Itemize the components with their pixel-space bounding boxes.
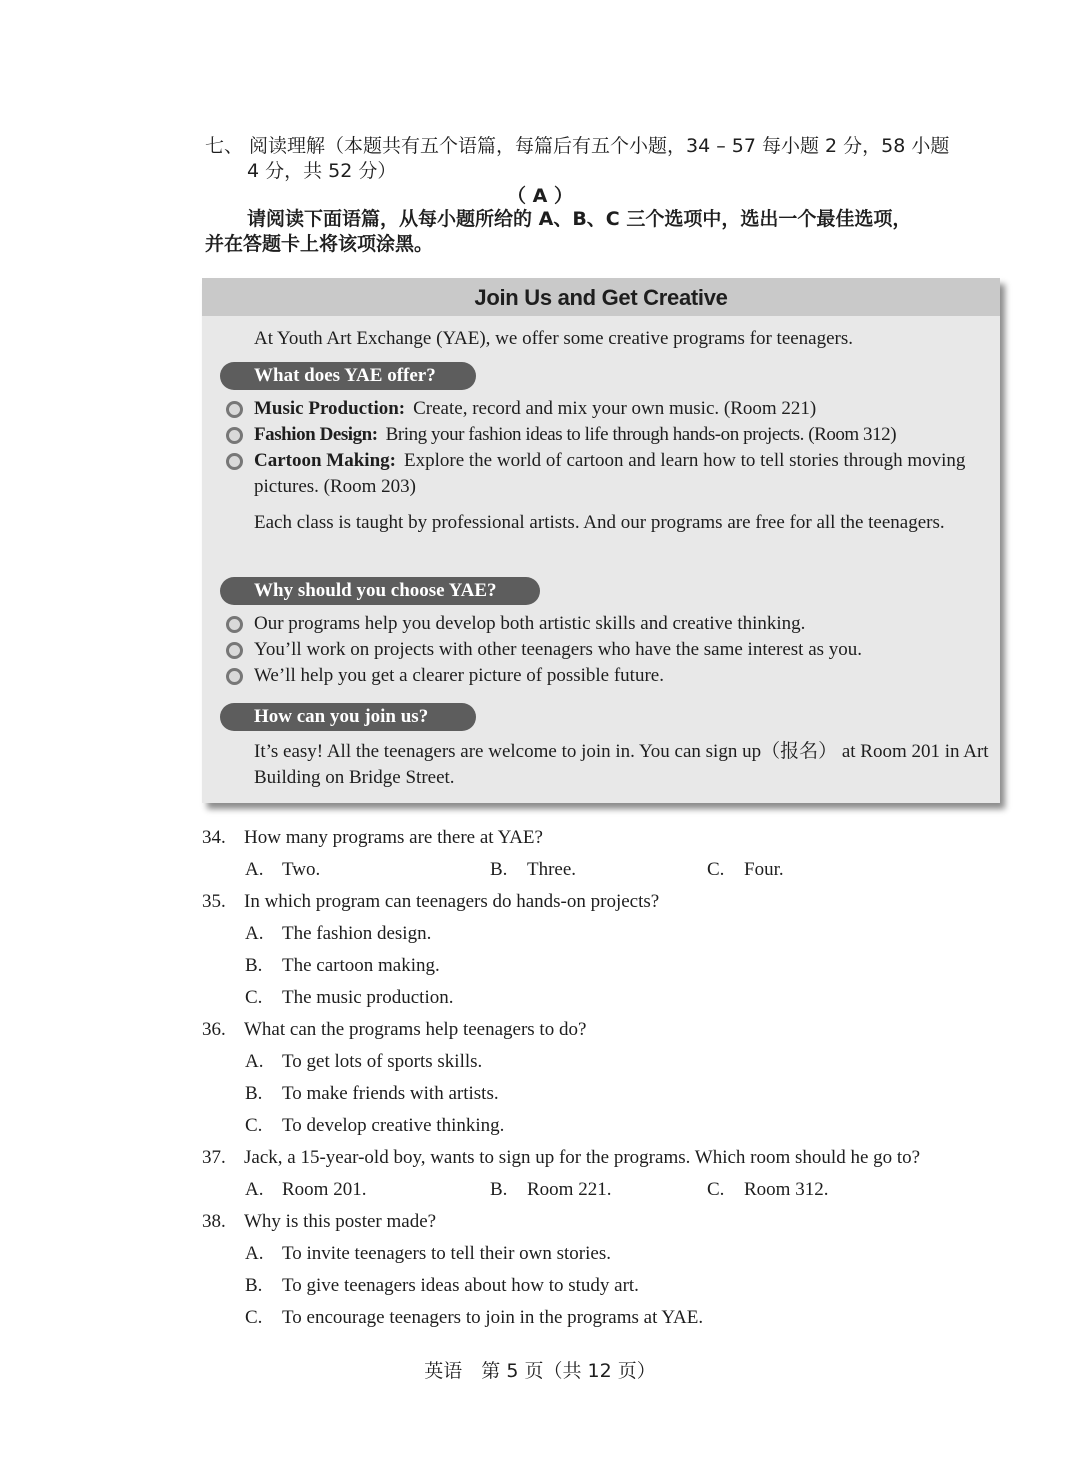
page-footer: 英语 第 5 页（共 12 页） — [424, 1360, 656, 1382]
instruction-line1: 请阅读下面语篇，从每小题所给的 A、B、C 三个选项中，选出一个最佳选项， — [247, 208, 912, 230]
question-text: Why is this poster made? — [244, 1211, 437, 1232]
option-36-a — [245, 1049, 482, 1075]
bullet-icon — [226, 401, 243, 418]
option-37-b — [490, 1177, 611, 1203]
question-34 — [202, 825, 543, 851]
option-letter: B. — [245, 1275, 263, 1296]
option-38-b — [245, 1273, 639, 1299]
option-text: To make friends with artists. — [282, 1083, 499, 1104]
program-name: Fashion Design: — [254, 424, 378, 445]
program-name: Music Production: — [254, 398, 406, 419]
bullet-icon — [226, 427, 243, 444]
option-35-b — [245, 953, 440, 979]
option-text: To develop creative thinking. — [282, 1115, 505, 1136]
option-34-b — [490, 857, 576, 883]
bullet-icon — [226, 642, 243, 659]
why-heading-pill: Why should you choose YAE? — [220, 577, 540, 605]
option-38-a — [245, 1241, 611, 1267]
option-36-c — [245, 1113, 504, 1139]
option-letter: A. — [245, 923, 264, 944]
question-text: Jack, a 15-year-old boy, wants to sign up for the programs. Which room should he go to? — [244, 1147, 921, 1168]
option-letter: C. — [245, 1307, 263, 1328]
option-letter: C. — [707, 859, 725, 880]
bullet-icon — [226, 616, 243, 633]
option-37-c — [707, 1177, 828, 1203]
question-text: In which program can teenagers do hands-on projects? — [244, 891, 660, 912]
option-36-b — [245, 1081, 499, 1107]
option-text: The cartoon making. — [282, 955, 440, 976]
option-text: Room 312. — [744, 1179, 829, 1200]
option-text: To encourage teenagers to join in the programs at YAE. — [282, 1307, 704, 1328]
option-letter: A. — [245, 1051, 264, 1072]
option-text: To invite teenagers to tell their own stories. — [282, 1243, 611, 1264]
program-desc: Explore the world of cartoon and learn how to tell stories through moving pictures. (Room 203) — [254, 450, 966, 497]
question-number: 35. — [202, 891, 226, 912]
question-37 — [202, 1145, 920, 1171]
option-letter: C. — [707, 1179, 725, 1200]
option-text: To give teenagers ideas about how to study art. — [282, 1275, 639, 1296]
option-letter: A. — [245, 1243, 264, 1264]
reason-text: We’ll help you get a clearer picture of possible future. — [254, 665, 664, 686]
question-number: 34. — [202, 827, 226, 848]
option-text: The music production. — [282, 987, 454, 1008]
question-text: What can the programs help teenagers to do? — [244, 1019, 587, 1040]
option-letter: B. — [490, 859, 508, 880]
option-letter: A. — [245, 859, 264, 880]
section-heading-line2: 4 分，共 52 分） — [247, 160, 397, 182]
option-37-a — [245, 1177, 366, 1203]
bullet-icon — [226, 668, 243, 685]
class-note: Each class is taught by professional artists. And our programs are free for all the teenagers. — [254, 512, 945, 533]
section-heading-line1: 七、 阅读理解（本题共有五个语篇，每篇后有五个小题，34 – 57 每小题 2 分，58 小题 — [205, 135, 950, 157]
reason-text: Our programs help you develop both artistic skills and creative thinking. — [254, 613, 806, 634]
question-number: 36. — [202, 1019, 226, 1040]
option-34-a — [245, 857, 320, 883]
option-text: Three. — [527, 859, 577, 880]
poster — [202, 278, 1000, 803]
option-letter: A. — [245, 1179, 264, 1200]
question-text: How many programs are there at YAE? — [244, 827, 543, 848]
question-38 — [202, 1209, 436, 1235]
bullet-icon — [226, 453, 243, 470]
poster-intro: At Youth Art Exchange (YAE), we offer some creative programs for teenagers. — [254, 328, 854, 349]
option-38-c — [245, 1305, 703, 1331]
question-36 — [202, 1017, 586, 1043]
option-text: Room 221. — [527, 1179, 612, 1200]
option-letter: B. — [245, 1083, 263, 1104]
option-text: Room 201. — [282, 1179, 367, 1200]
question-number: 38. — [202, 1211, 226, 1232]
question-35 — [202, 889, 659, 915]
option-35-a — [245, 921, 431, 947]
instruction — [205, 207, 1005, 257]
option-letter: B. — [490, 1179, 508, 1200]
option-35-c — [245, 985, 454, 1011]
reason-text: You’ll work on projects with other teenagers who have the same interest as you. — [254, 639, 863, 660]
option-34-c — [707, 857, 784, 883]
section-heading — [205, 134, 1005, 184]
option-letter: C. — [245, 987, 263, 1008]
poster-title: Join Us and Get Creative — [202, 278, 1000, 316]
program-desc: Create, record and mix your own music. (Room 221) — [413, 398, 817, 419]
passage-label: （ A ） — [507, 185, 573, 207]
program-desc: Bring your fashion ideas to life through hands-on projects. (Room 312) — [385, 424, 897, 445]
option-letter: B. — [245, 955, 263, 976]
option-letter: C. — [245, 1115, 263, 1136]
option-text: Four. — [744, 859, 784, 880]
option-text: The fashion design. — [282, 923, 432, 944]
offer-heading-pill: What does YAE offer? — [220, 362, 476, 390]
option-text: To get lots of sports skills. — [282, 1051, 483, 1072]
question-number: 37. — [202, 1147, 226, 1168]
instruction-line2: 并在答题卡上将该项涂黑。 — [205, 233, 434, 255]
join-text: It’s easy! All the teenagers are welcome to join in. You can sign up（报名） at Room 201 in Art Building on Bridge Street. — [254, 741, 989, 788]
option-text: Two. — [282, 859, 321, 880]
join-heading-pill: How can you join us? — [220, 703, 476, 731]
program-name: Cartoon Making: — [254, 450, 396, 471]
